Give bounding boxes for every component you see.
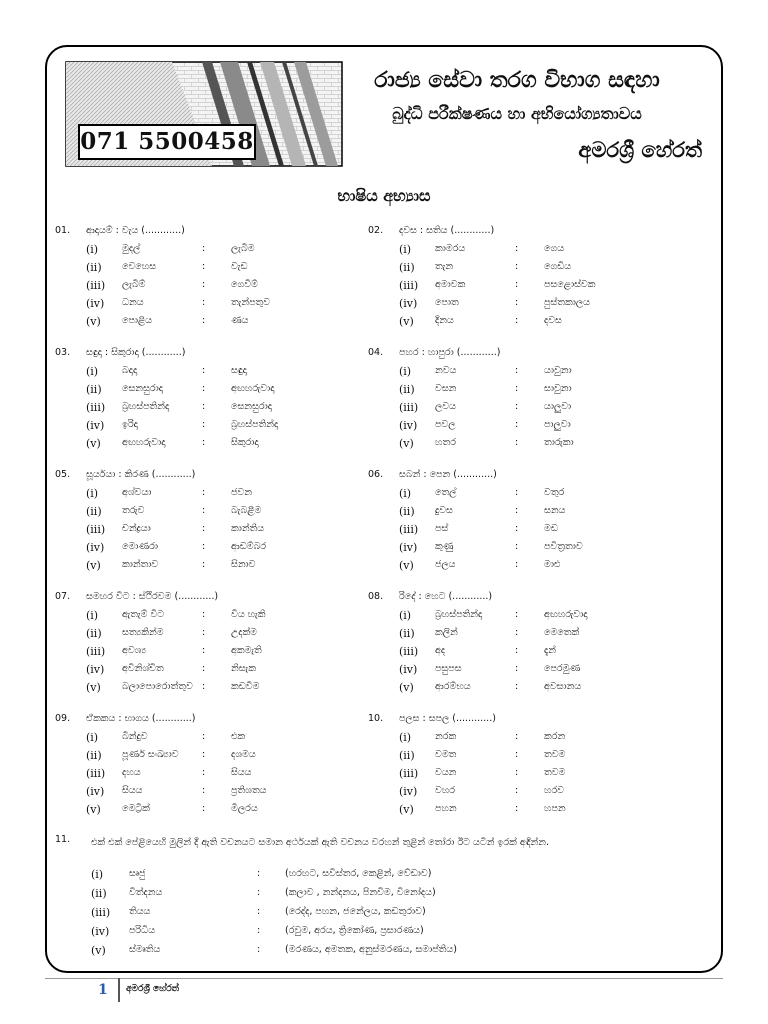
question-number: 08. — [368, 591, 384, 602]
option-word-1: බදාදා — [122, 365, 138, 376]
option-word-2: පෙරමුණ — [544, 663, 581, 674]
option-word-1: වෙහෙස — [122, 261, 157, 272]
option-label: (iv) — [86, 541, 105, 554]
option-word-2: එක — [231, 731, 246, 742]
option-word-2: සඳුදා — [231, 365, 247, 376]
option-label: (i) — [86, 731, 99, 744]
option-word-2: නිසැක — [231, 663, 256, 674]
option-word-2: මෙතෙක් — [544, 627, 580, 638]
question-number: 09. — [55, 713, 71, 724]
option-row: (iii) අවශ්‍ය : අකමැති — [86, 645, 262, 658]
option-label: (i) — [86, 365, 99, 378]
option-word-2: වැඩ — [231, 261, 248, 272]
option-label: (iv) — [399, 419, 418, 432]
option-word-2: සෙනසුරාදා — [231, 401, 272, 412]
option-row: (iii) ලැබීම් : ගෙවීම් — [86, 279, 258, 292]
footer-author: අමරශ්‍රී හේරත් — [126, 984, 179, 994]
option-word-2: සියය — [231, 767, 252, 778]
option-row: (v) පහන : හපන — [399, 803, 566, 816]
option-row: (v) පොළිය : ණය — [86, 315, 249, 328]
option-label: (ii) — [399, 627, 415, 640]
option-row: (ii) තරුව : බැබළීම — [86, 505, 262, 518]
question-03 — [55, 347, 355, 455]
option-word-1: ජලය — [435, 559, 456, 570]
question-number: 11. — [55, 834, 71, 845]
option-label: (iii) — [86, 767, 106, 780]
option-label: (iii) — [399, 767, 419, 780]
option-label: (iv) — [399, 541, 418, 554]
option-row: (ii) සත්‍යකින්ම : උදක්ම — [86, 627, 258, 640]
option-label: (iii) — [86, 645, 106, 658]
option-label: (v) — [399, 315, 414, 328]
question-07 — [55, 591, 355, 699]
option-label: (ii) — [399, 383, 415, 396]
question-pair: ඒකකය : භාගය (............) — [86, 713, 196, 724]
option-row: (iv) මොණරා : ආඩම්බර — [86, 541, 267, 554]
header-banner — [62, 58, 708, 176]
option-label: (iv) — [399, 785, 418, 798]
option-choices: (මරණය, අමතක, අනුස්මරණය, සමාප්තිය) — [285, 944, 457, 955]
option-word-2: මඩ — [544, 523, 558, 534]
option-label: (v) — [399, 437, 414, 450]
option-row: (iv) වහර : හරව — [399, 785, 565, 798]
option-row: (v) අඟහරුවාදා : සිකුරාදා — [86, 437, 259, 450]
option-word-1: කාන්තාව — [122, 559, 159, 570]
option-word: පරිධිය — [129, 925, 156, 936]
option-word-2: ණය — [231, 315, 249, 326]
option-row: (iii) අද : දැන් — [399, 645, 556, 658]
option-word-1: පොත — [435, 297, 459, 308]
option-choices: (රෙද්ද, පහන, ජනේලය, කඩතුරාව) — [285, 906, 426, 917]
option-row: (i) අශ්වයා : ජවන — [86, 487, 252, 500]
option-row: (iii) පස් : මඩ — [399, 523, 558, 536]
option-word-2: අකමැති — [231, 645, 262, 656]
option-word: විත්දනය — [129, 887, 163, 898]
option-word-2: ප්‍රතිශතය — [231, 785, 267, 796]
option-label: (ii) — [86, 749, 102, 762]
page-number: 1 — [98, 982, 108, 998]
option-row: (ii) පූර්ණ සංඛ්‍යාව : දශමය — [86, 749, 256, 762]
question-09 — [55, 713, 355, 821]
option-row: (iii) බ්‍රහස්පතින්දා : සෙනසුරාදා — [86, 401, 272, 414]
option-row: (ii) සෙනසුරාදා : අඟහරුවාදා — [86, 383, 275, 396]
option-word-2: පවිත්‍රතාව — [544, 541, 583, 552]
option-row: (i) බදාදා : සඳුදා — [86, 365, 247, 378]
option-word-2: බ්‍රහස්පතින්දා — [231, 419, 279, 430]
option-word-1: නරක — [435, 731, 457, 742]
option-word-2: පාලුවා — [544, 419, 571, 430]
option-label: (iii) — [86, 279, 106, 292]
option-word-1: පස් — [435, 523, 449, 534]
question-number: 04. — [368, 347, 384, 358]
option-word-2: දවස — [544, 315, 562, 326]
option-label: (iii) — [399, 523, 419, 536]
option-label: (v) — [399, 803, 414, 816]
option-row: (v) ආරම්භය : අවසානය — [399, 681, 582, 694]
option-word-1: අශ්වයා — [122, 487, 152, 498]
option-word-2: සිනාව — [231, 559, 256, 570]
option-row: (iv) සියය : ප්‍රතිශතය — [86, 785, 267, 798]
question-pair: සමහර විට : ස්ථිරවම (............) — [86, 591, 219, 602]
option-word-1: පසුපස — [435, 663, 462, 674]
option-word-1: චන්ද්‍රයා — [122, 523, 151, 534]
banner-title: රාජ්‍ය සේවා තරග විභාග සඳහා — [374, 68, 660, 93]
option-word-2: වතුර — [544, 487, 565, 498]
option-word-2: සනය — [544, 505, 566, 516]
option-word-2: කඩවීම — [231, 681, 260, 692]
option-word-1: දහය — [122, 767, 141, 778]
option-word-2: සාවුනා — [544, 383, 572, 394]
question-number: 01. — [55, 225, 71, 236]
question-05 — [55, 469, 355, 577]
option-word-1: වහර — [435, 785, 456, 796]
option-label: (v) — [86, 681, 101, 694]
option-word-1: අද — [435, 645, 446, 656]
option-label: (iv) — [86, 297, 105, 310]
option-word-1: දිනය — [435, 315, 454, 326]
option-row: (v) දිනය : දවස — [399, 315, 562, 328]
option-word-1: කුණු — [435, 541, 454, 552]
option-choices: (හරහට, සවිස්තර, කෙළින්, වේඩාව) — [285, 868, 432, 879]
option-word-2: යාලුවා — [544, 401, 572, 412]
option-word-1: ඇතැම් විට — [122, 609, 165, 620]
question-number: 10. — [368, 713, 384, 724]
option-word-1: බ්‍රහස්පතින්දා — [435, 609, 483, 620]
option-row: (iii) වයන : තවම — [399, 767, 566, 780]
option-label: (iii) — [86, 523, 106, 536]
question-number: 07. — [55, 591, 71, 602]
option-label: (iii) — [86, 401, 106, 414]
question-01 — [55, 225, 355, 333]
option-word-2: උදක්ම — [231, 627, 258, 638]
option-word-1: දුවස — [435, 505, 453, 516]
option-word-2: පසළොස්වක — [544, 279, 596, 290]
option-label: (ii) — [86, 627, 102, 640]
option-row: (i) කාමරය : ගෙය — [399, 243, 565, 256]
option-choices: (රවුම, අරය, ත්‍රිකෝණ, ප්‍රසාරණය) — [285, 925, 424, 936]
option-row: (v) හතර : තාරුකා — [399, 437, 574, 450]
option-word-2: මාළු — [544, 559, 561, 570]
option-word-1: තෙල් — [435, 487, 457, 498]
option-word-2: කාන්තිය — [231, 523, 265, 534]
option-label: (ii) — [91, 887, 107, 900]
question-pair: සබන් : පෙන (............) — [399, 469, 497, 480]
question-number: 05. — [55, 469, 71, 480]
option-word-2: අවසානය — [544, 681, 582, 692]
option-label: (iii) — [399, 279, 419, 292]
option-label: (i) — [399, 609, 412, 622]
option-word-2: අඟහරුවාදා — [231, 383, 275, 394]
option-word-1: ආරම්භය — [435, 681, 471, 692]
option-word-1: කාමරය — [435, 243, 466, 254]
option-label: (i) — [399, 365, 412, 378]
option-word-1: සෙනසුරාදා — [122, 383, 163, 394]
option-row: (iii) දහය : සියය — [86, 767, 252, 780]
option-word-2: හපන — [544, 803, 566, 814]
option-label: (v) — [86, 559, 101, 572]
option-row: (iv) ධනය : තැන්පතුව — [86, 297, 271, 310]
option-label: (ii) — [86, 383, 102, 396]
option-row: (i) බින්දුව : එක — [86, 731, 246, 744]
option-label: (ii) — [86, 261, 102, 274]
question-number: 06. — [368, 469, 384, 480]
option-word-2: පුස්තකාලය — [544, 297, 590, 308]
option-label: (v) — [86, 803, 101, 816]
option-word-1: වමත — [435, 749, 457, 760]
option-word-2: ගෙය — [544, 243, 565, 254]
option-row: (ii) වෙහෙස : වැඩ — [86, 261, 248, 274]
option-word: ස්මෘතිය — [129, 944, 161, 955]
option-choices: (කලාව , නන්දනය, පිනවීම, විනෝදය) — [285, 887, 436, 898]
option-word-2: තැන්පතුව — [231, 297, 271, 308]
option-word-2: ගෙඩිය — [544, 261, 572, 272]
option-word-1: අමාවක — [435, 279, 466, 290]
option-word-2: සිකුරාදා — [231, 437, 259, 448]
option-word-1: ලවය — [435, 401, 456, 412]
option-row: (iii) ලවය : යාලුවා — [399, 401, 572, 414]
option-row: (iv) ඉරිදා : බ්‍රහස්පතින්දා — [86, 419, 279, 432]
option-label: (iv) — [399, 297, 418, 310]
option-label: (v) — [86, 437, 101, 450]
option-row: (v) මෙට්‍රික් : මිලරය — [86, 803, 258, 816]
footer-divider — [118, 978, 120, 1002]
option-label: (iv) — [86, 785, 105, 798]
option-label: (ii) — [86, 505, 102, 518]
option-label: (i) — [399, 487, 412, 500]
option-label: (iv) — [91, 925, 110, 938]
option-row: (iv) කුණු : පවිත්‍රතාව — [399, 541, 583, 554]
option-word-2: අඟහරුවාදා — [544, 609, 588, 620]
question-08 — [368, 591, 708, 699]
option-word-1: බලාපොරොත්තුව — [122, 681, 193, 692]
option-word-1: ලැබීම් — [122, 279, 146, 290]
option-word-2: විය හැකි — [231, 609, 266, 620]
option-word-2: මිලරය — [231, 803, 258, 814]
option-label: (v) — [86, 315, 101, 328]
option-label: (iv) — [86, 419, 105, 432]
option-word-1: වයන — [435, 767, 457, 778]
option-label: (iii) — [399, 645, 419, 658]
question-02 — [368, 225, 708, 333]
question-10 — [368, 713, 708, 821]
option-word-2: බැබළීම — [231, 505, 262, 516]
option-label: (iv) — [86, 663, 105, 676]
option-word-1: ධනය — [122, 297, 144, 308]
option-word-1: තැන — [435, 261, 454, 272]
option-row: (ii) තැන : ගෙඩිය — [399, 261, 572, 274]
option-word-1: පහන — [435, 803, 457, 814]
option-row: (i) මුදල් : ලැබීම — [86, 243, 255, 256]
question-06 — [368, 469, 708, 577]
option-label: (i) — [399, 731, 412, 744]
option-word-1: ඉරිදා — [122, 419, 138, 430]
option-label: (i) — [86, 243, 99, 256]
question-pair: සූර්යයා : කිරණ (............) — [86, 469, 196, 480]
option-word-1: බ්‍රහස්පතින්දා — [122, 401, 170, 412]
option-label: (ii) — [399, 261, 415, 274]
option-row: (iv) අවිනිශ්චිත : නිසැක — [86, 663, 256, 676]
option-row: (i) නවය : යාවුනා — [399, 365, 572, 378]
option-word-1: බින්දුව — [122, 731, 148, 742]
option-row: (i) බ්‍රහස්පතින්දා : අඟහරුවාදා — [399, 609, 588, 622]
option-word-2: දශමය — [231, 749, 256, 760]
option-row: (iii) තියය : (රෙද්ද, පහන, ජනේලය, කඩතුරාව) — [91, 906, 426, 919]
option-row: (iv) පොත : පුස්තකාලය — [399, 297, 590, 310]
option-label: (i) — [86, 609, 99, 622]
question-number: 03. — [55, 347, 71, 358]
option-label: (iii) — [399, 401, 419, 414]
option-row: (i) සෘජු : (හරහට, සවිස්තර, කෙළින්, වේඩාව) — [91, 868, 432, 881]
option-label: (v) — [399, 559, 414, 572]
option-word-2: ආඩම්බර — [231, 541, 267, 552]
option-row: (i) තෙල් : වතුර — [399, 487, 565, 500]
option-word-1: අවශ්‍ය — [122, 645, 147, 656]
option-word-1: මෙට්‍රික් — [122, 803, 150, 814]
option-label: (iii) — [91, 906, 111, 919]
option-label: (i) — [399, 243, 412, 256]
option-row: (iv) පවල : පාලුවා — [399, 419, 571, 432]
question-pair: දවස : සතිය (............) — [399, 225, 495, 236]
question-pair: පලස : සපල (............) — [399, 713, 496, 724]
option-word-1: පවල — [435, 419, 456, 430]
option-word: තියය — [129, 906, 151, 917]
option-label: (iv) — [399, 663, 418, 676]
banner-author: අමරශ්‍රී හේරත් — [578, 138, 702, 162]
banner-subtitle: බුද්ධි පරීක්ෂණය හා අභියෝග්‍යතාවය — [392, 104, 642, 123]
option-label: (v) — [91, 944, 106, 957]
option-row: (v) ස්මෘතිය : (මරණය, අමතක, අනුස්මරණය, සමාප්තිය) — [91, 944, 457, 957]
option-word-1: මොණරා — [122, 541, 158, 552]
option-row: (i) ඇතැම් විට : විය හැකි — [86, 609, 266, 622]
option-row: (ii) කලින් : මෙතෙක් — [399, 627, 580, 640]
option-row: (ii) විත්දනය : (කලාව , නන්දනය, පිනවීම, විනෝදය) — [91, 887, 436, 900]
option-word-2: ගෙවීම් — [231, 279, 258, 290]
page-title: භාෂිය අභ්‍යාස — [337, 186, 431, 205]
option-word-1: සියය — [122, 785, 143, 796]
option-word-1: සත්‍යකින්ම — [122, 627, 164, 638]
option-word-1: නවය — [435, 365, 457, 376]
question-instruction: එක් එක් පේළියෙහි මුලින් දී ඇති වචනයට සමාන අර්ථයක් ඇති වචනය වරහන් තුළින් තෝරා ඊට යටින් ඉරක් අඳින්න. — [91, 837, 549, 848]
option-row: (iii) අමාවක : පසළොස්වක — [399, 279, 596, 292]
option-label: (v) — [399, 681, 414, 694]
option-word-1: පොළිය — [122, 315, 153, 326]
option-word-1: මුදල් — [122, 243, 141, 254]
option-row: (ii) වසන : සාවුනා — [399, 383, 572, 396]
option-word-2: කරන — [544, 731, 566, 742]
option-word-2: ලැබීම — [231, 243, 255, 254]
option-word-1: අවිනිශ්චිත — [122, 663, 164, 674]
phone-number: 071 5500458 — [78, 124, 256, 160]
option-word-1: හතර — [435, 437, 456, 448]
question-04 — [368, 347, 708, 455]
option-row: (i) නරක : කරන — [399, 731, 566, 744]
option-row: (ii) වමත : තවම — [399, 749, 566, 762]
footer-rule — [45, 978, 723, 979]
option-row: (iv) පරිධිය : (රවුම, අරය, ත්‍රිකෝණ, ප්‍රසාරණය) — [91, 925, 424, 938]
question-pair: සඳුදා : සිකුරාදා (............) — [86, 347, 186, 358]
option-word-2: ජවන — [231, 487, 252, 498]
option-word-2: යාවුනා — [544, 365, 572, 376]
option-row: (ii) දුවස : සනය — [399, 505, 566, 518]
option-row: (v) කාන්තාව : සිනාව — [86, 559, 256, 572]
option-label: (ii) — [399, 505, 415, 518]
option-word-1: කලින් — [435, 627, 458, 638]
option-label: (i) — [91, 868, 104, 881]
question-pair: පහර : හාපුරා (............) — [399, 347, 501, 358]
option-word-2: තවම — [544, 767, 566, 778]
option-word-1: පූර්ණ සංඛ්‍යාව — [122, 749, 179, 760]
option-label: (ii) — [399, 749, 415, 762]
option-word-1: අඟහරුවාදා — [122, 437, 166, 448]
option-word-1: වසන — [435, 383, 457, 394]
question-pair: ආදායම් : වැය (............) — [86, 225, 185, 236]
option-row: (iv) පසුපස : පෙරමුණ — [399, 663, 581, 676]
option-word-2: තාරුකා — [544, 437, 574, 448]
option-row: (v) බලාපොරොත්තුව : කඩවීම — [86, 681, 260, 694]
option-label: (i) — [86, 487, 99, 500]
option-word-1: තරුව — [122, 505, 145, 516]
question-pair: රිදේ : හෙට (............) — [399, 591, 493, 602]
option-word-2: තවම — [544, 749, 566, 760]
option-word-2: හරව — [544, 785, 565, 796]
option-word: සෘජු — [129, 868, 146, 879]
option-row: (iii) චන්ද්‍රයා : කාන්තිය — [86, 523, 265, 536]
question-number: 02. — [368, 225, 384, 236]
option-row: (v) ජලය : මාළු — [399, 559, 561, 572]
option-word-2: දැන් — [544, 645, 556, 656]
